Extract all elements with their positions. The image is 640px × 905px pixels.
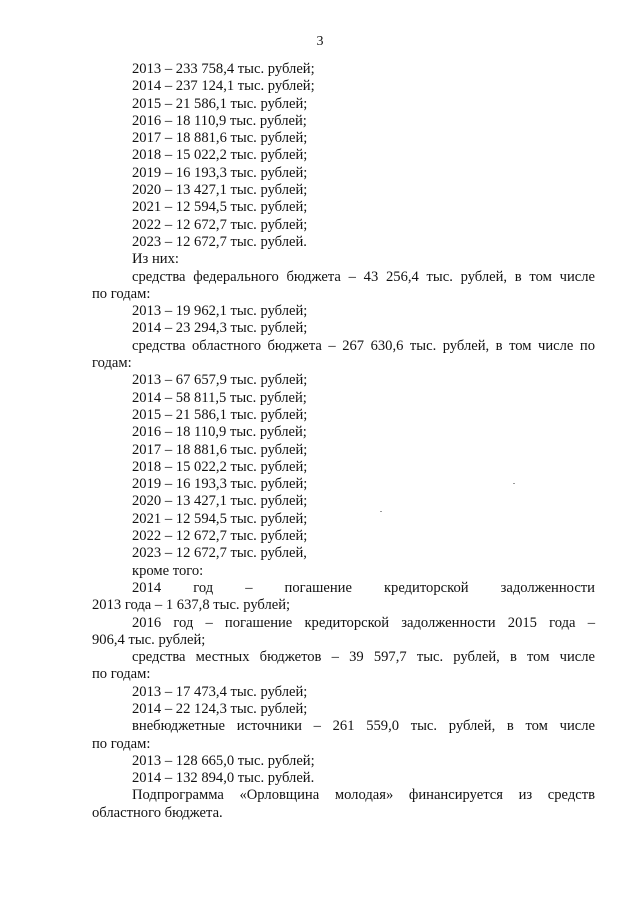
text-line: 2019 – 16 193,3 тыс. рублей; bbox=[132, 476, 308, 493]
scan-speck bbox=[380, 511, 382, 512]
scan-speck bbox=[513, 483, 515, 484]
text-line: 2021 – 12 594,5 тыс. рублей; bbox=[132, 510, 308, 527]
text-line: 2015 – 21 586,1 тыс. рублей; bbox=[132, 406, 308, 423]
text-line: по годам: bbox=[92, 666, 151, 683]
text-line: внебюджетные источники – 261 559,0 тыс. рублей, в том числе bbox=[132, 718, 595, 735]
text-line: 2017 – 18 881,6 тыс. рублей; bbox=[132, 130, 308, 147]
text-line: 2014 – 58 811,5 тыс. рублей; bbox=[132, 389, 307, 406]
text-line: 2013 года – 1 637,8 тыс. рублей; bbox=[92, 597, 291, 614]
text-line: 2023 – 12 672,7 тыс. рублей. bbox=[132, 233, 307, 250]
text-line: 2013 – 233 758,4 тыс. рублей; bbox=[132, 61, 315, 77]
document-body bbox=[92, 61, 595, 822]
text-line: 2014 – 132 894,0 тыс. рублей. bbox=[132, 770, 315, 787]
text-line: 2014 – 23 294,3 тыс. рублей; bbox=[132, 320, 308, 337]
page-number: 3 bbox=[316, 34, 324, 49]
text-line: 2013 – 67 657,9 тыс. рублей; bbox=[132, 372, 308, 389]
text-line: 2013 – 17 473,4 тыс. рублей; bbox=[132, 683, 308, 700]
text-line: 2020 – 13 427,1 тыс. рублей; bbox=[132, 182, 308, 199]
text-line: 2020 – 13 427,1 тыс. рублей; bbox=[132, 493, 308, 510]
text-line: 2021 – 12 594,5 тыс. рублей; bbox=[132, 199, 308, 216]
text-line: 2016 – 18 110,9 тыс. рублей; bbox=[132, 424, 307, 441]
text-line: областного бюджета. bbox=[92, 804, 223, 821]
text-line: 2016 – 18 110,9 тыс. рублей; bbox=[132, 112, 307, 129]
text-line: 2013 – 19 962,1 тыс. рублей; bbox=[132, 303, 308, 320]
text-line: средства областного бюджета – 267 630,6 тыс. рублей, в том числе по bbox=[132, 337, 595, 354]
text-line: 2017 – 18 881,6 тыс. рублей; bbox=[132, 441, 308, 458]
text-line: 2022 – 12 672,7 тыс. рублей; bbox=[132, 216, 308, 233]
text-line: Из них: bbox=[132, 251, 179, 268]
text-line: 2022 – 12 672,7 тыс. рублей; bbox=[132, 528, 308, 545]
text-line: 906,4 тыс. рублей; bbox=[92, 631, 206, 648]
text-line: средства федерального бюджета – 43 256,4 тыс. рублей, в том числе bbox=[132, 268, 595, 285]
text-line: годам: bbox=[92, 355, 132, 372]
text-line: по годам: bbox=[92, 285, 151, 302]
text-line: 2014 – 22 124,3 тыс. рублей; bbox=[132, 700, 308, 717]
text-line: 2015 – 21 586,1 тыс. рублей; bbox=[132, 95, 308, 112]
text-line: 2023 – 12 672,7 тыс. рублей, bbox=[132, 545, 307, 562]
text-line: средства местных бюджетов – 39 597,7 тыс. рублей, в том числе bbox=[132, 649, 595, 666]
text-line: 2013 – 128 665,0 тыс. рублей; bbox=[132, 752, 315, 769]
text-line: по годам: bbox=[92, 735, 151, 752]
text-line: 2014 год – погашение кредиторской задолженности bbox=[132, 579, 595, 596]
text-line: Подпрограмма «Орловщина молодая» финансируется из средств bbox=[132, 787, 595, 804]
text-line: 2018 – 15 022,2 тыс. рублей; bbox=[132, 458, 308, 475]
text-line: 2019 – 16 193,3 тыс. рублей; bbox=[132, 164, 308, 181]
text-line: 2016 год – погашение кредиторской задолженности 2015 года – bbox=[132, 614, 595, 631]
text-line: 2018 – 15 022,2 тыс. рублей; bbox=[132, 147, 308, 164]
text-line: кроме того: bbox=[132, 562, 204, 579]
text-line: 2014 – 237 124,1 тыс. рублей; bbox=[132, 78, 315, 95]
